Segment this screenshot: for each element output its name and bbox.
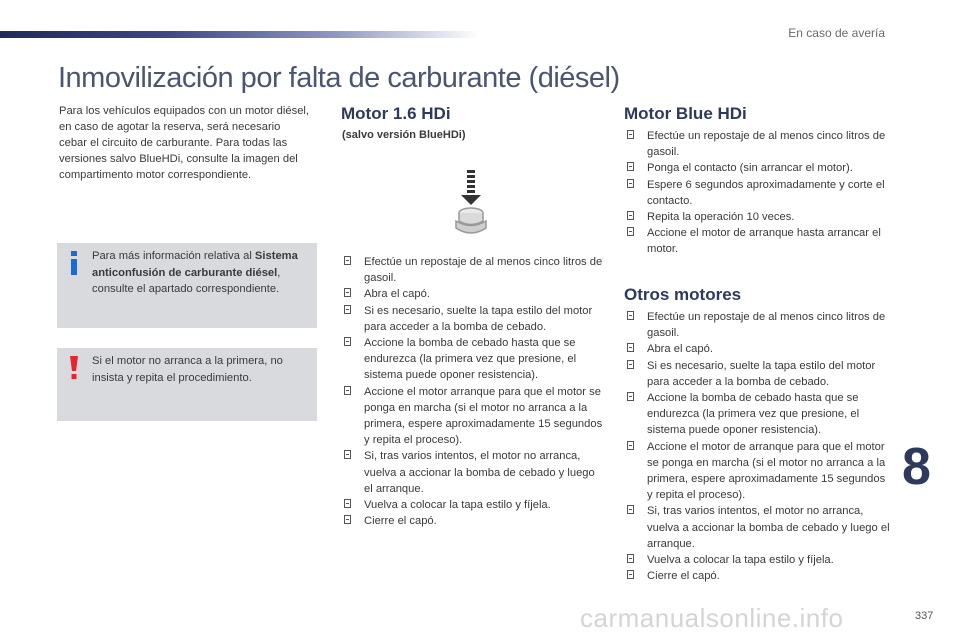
step-text: Abra el capó. <box>647 343 713 356</box>
step-item <box>625 160 890 176</box>
checkbox-bullet-icon <box>627 162 634 171</box>
step-item <box>625 390 890 439</box>
checkbox-bullet-icon <box>627 311 634 320</box>
heading-motor-blue-hdi: Motor Blue HDi <box>624 104 747 123</box>
header-gradient-bar <box>0 31 480 38</box>
section-title: En caso de avería <box>788 26 885 40</box>
checkbox-bullet-icon <box>627 554 634 563</box>
warning-text: Si el motor no arranca a la primera, no insista y repita el procedimiento. <box>92 355 283 384</box>
subtitle-motor-16: (salvo versión BlueHDi) <box>342 129 466 141</box>
checkbox-bullet-icon <box>627 179 634 188</box>
step-text: Accione el motor de arranque hasta arrancar el motor. <box>647 227 881 256</box>
checkbox-bullet-icon <box>627 505 634 514</box>
checkbox-bullet-icon <box>344 515 351 524</box>
step-text: Vuelva a colocar la tapa estilo y fíjela. <box>647 554 834 567</box>
info-text-after: , consulte el apartado correspondiente. <box>92 266 281 295</box>
step-text: Efectúe un repostaje de al menos cinco litros de gasoil. <box>647 130 886 159</box>
checkbox-bullet-icon <box>627 211 634 220</box>
checkbox-bullet-icon <box>627 227 634 236</box>
step-item <box>342 335 604 384</box>
chapter-number: 8 <box>902 438 931 496</box>
step-text: Accione el motor arranque para que el motor se ponga en marcha (si el motor no arranca a la primera, espere aproximadamente 15 segundos y repita el proceso). <box>364 385 603 447</box>
intro-paragraph: Para los vehículos equipados con un motor diésel, en caso de agotar la reserva, será necesario cebar el circuito de carburante. Para todas las versiones salvo BlueHDi, consulte la imagen del compartimento motor correspondiente. <box>59 105 310 181</box>
step-item <box>342 448 604 497</box>
checkbox-bullet-icon <box>627 130 634 139</box>
step-text: Si, tras varios intentos, el motor no arranca, vuelva a accionar la bomba de cebado y luego el arranque. <box>364 450 595 495</box>
step-text: Si es necesario, suelte la tapa estilo del motor para acceder a la bomba de cebado. <box>647 359 876 388</box>
step-item <box>625 503 890 552</box>
checkbox-bullet-icon <box>344 256 351 265</box>
checkbox-bullet-icon <box>627 360 634 369</box>
step-text: Accione la bomba de cebado hasta que se endurezca (la primera vez que presione, el sistema puede oponer resistencia). <box>364 337 577 382</box>
priming-pump-icon <box>446 168 496 245</box>
steps-motor-16 <box>342 254 604 529</box>
checkbox-bullet-icon <box>344 288 351 297</box>
info-text-before: Para más información relativa al <box>92 250 255 262</box>
info-icon <box>69 251 79 282</box>
step-text: Ponga el contacto (sin arrancar el motor). <box>647 162 853 175</box>
step-item <box>625 225 890 257</box>
step-text: Si es necesario, suelte la tapa estilo del motor para acceder a la bomba de cebado. <box>364 304 593 333</box>
step-item <box>625 439 890 504</box>
checkbox-bullet-icon <box>344 450 351 459</box>
exclamation-icon <box>69 356 79 387</box>
step-item <box>342 286 604 302</box>
heading-otros-motores: Otros motores <box>624 285 742 304</box>
info-text <box>92 248 314 298</box>
step-text: Vuelva a colocar la tapa estilo y fíjela. <box>364 499 551 512</box>
checkbox-bullet-icon <box>627 343 634 352</box>
warning-box <box>57 348 317 421</box>
step-text: Accione la bomba de cebado hasta que se endurezca (la primera vez que presione, el sistema puede oponer resistencia). <box>647 392 860 437</box>
steps-motor-blue-hdi <box>625 128 890 258</box>
step-item <box>625 177 890 209</box>
checkbox-bullet-icon <box>344 499 351 508</box>
step-text: Accione el motor de arranque para que el motor se ponga en marcha (si el motor no arranca a la primera, espere aproximadamente 15 segundos y repita el proceso). <box>647 440 886 502</box>
step-text: Espere 6 segundos aproximadamente y corte el contacto. <box>647 178 885 207</box>
checkbox-bullet-icon <box>627 392 634 401</box>
steps-otros-motores <box>625 309 890 584</box>
page-title: Inmovilización por falta de carburante (diésel) <box>58 62 620 94</box>
step-item <box>625 128 890 160</box>
page-number: 337 <box>915 610 934 622</box>
step-item <box>342 254 604 286</box>
step-item <box>625 209 890 225</box>
step-item <box>342 497 604 513</box>
checkbox-bullet-icon <box>627 570 634 579</box>
step-text: Efectúe un repostaje de al menos cinco litros de gasoil. <box>647 311 886 340</box>
step-text: Cierre el capó. <box>647 570 720 583</box>
checkbox-bullet-icon <box>344 337 351 346</box>
step-item <box>342 513 604 529</box>
heading-motor-16-hdi: Motor 1.6 HDi <box>341 104 451 123</box>
step-item <box>625 568 890 584</box>
checkbox-bullet-icon <box>627 441 634 450</box>
step-text: Efectúe un repostaje de al menos cinco litros de gasoil. <box>364 256 603 285</box>
step-item <box>342 384 604 449</box>
step-text: Repita la operación 10 veces. <box>647 211 795 224</box>
info-box <box>57 243 317 328</box>
step-item <box>625 552 890 568</box>
step-item <box>342 303 604 335</box>
step-text: Cierre el capó. <box>364 515 437 528</box>
checkbox-bullet-icon <box>344 386 351 395</box>
checkbox-bullet-icon <box>344 305 351 314</box>
step-item <box>625 309 890 341</box>
watermark: carmanualsonline.info <box>580 603 844 633</box>
info-text-bold: Sistema anticonfusión de carburante diésel <box>92 250 298 279</box>
step-item <box>625 341 890 357</box>
step-text: Abra el capó. <box>364 288 430 301</box>
step-item <box>625 358 890 390</box>
step-text: Si, tras varios intentos, el motor no arranca, vuelva a accionar la bomba de cebado y luego el arranque. <box>647 505 890 550</box>
